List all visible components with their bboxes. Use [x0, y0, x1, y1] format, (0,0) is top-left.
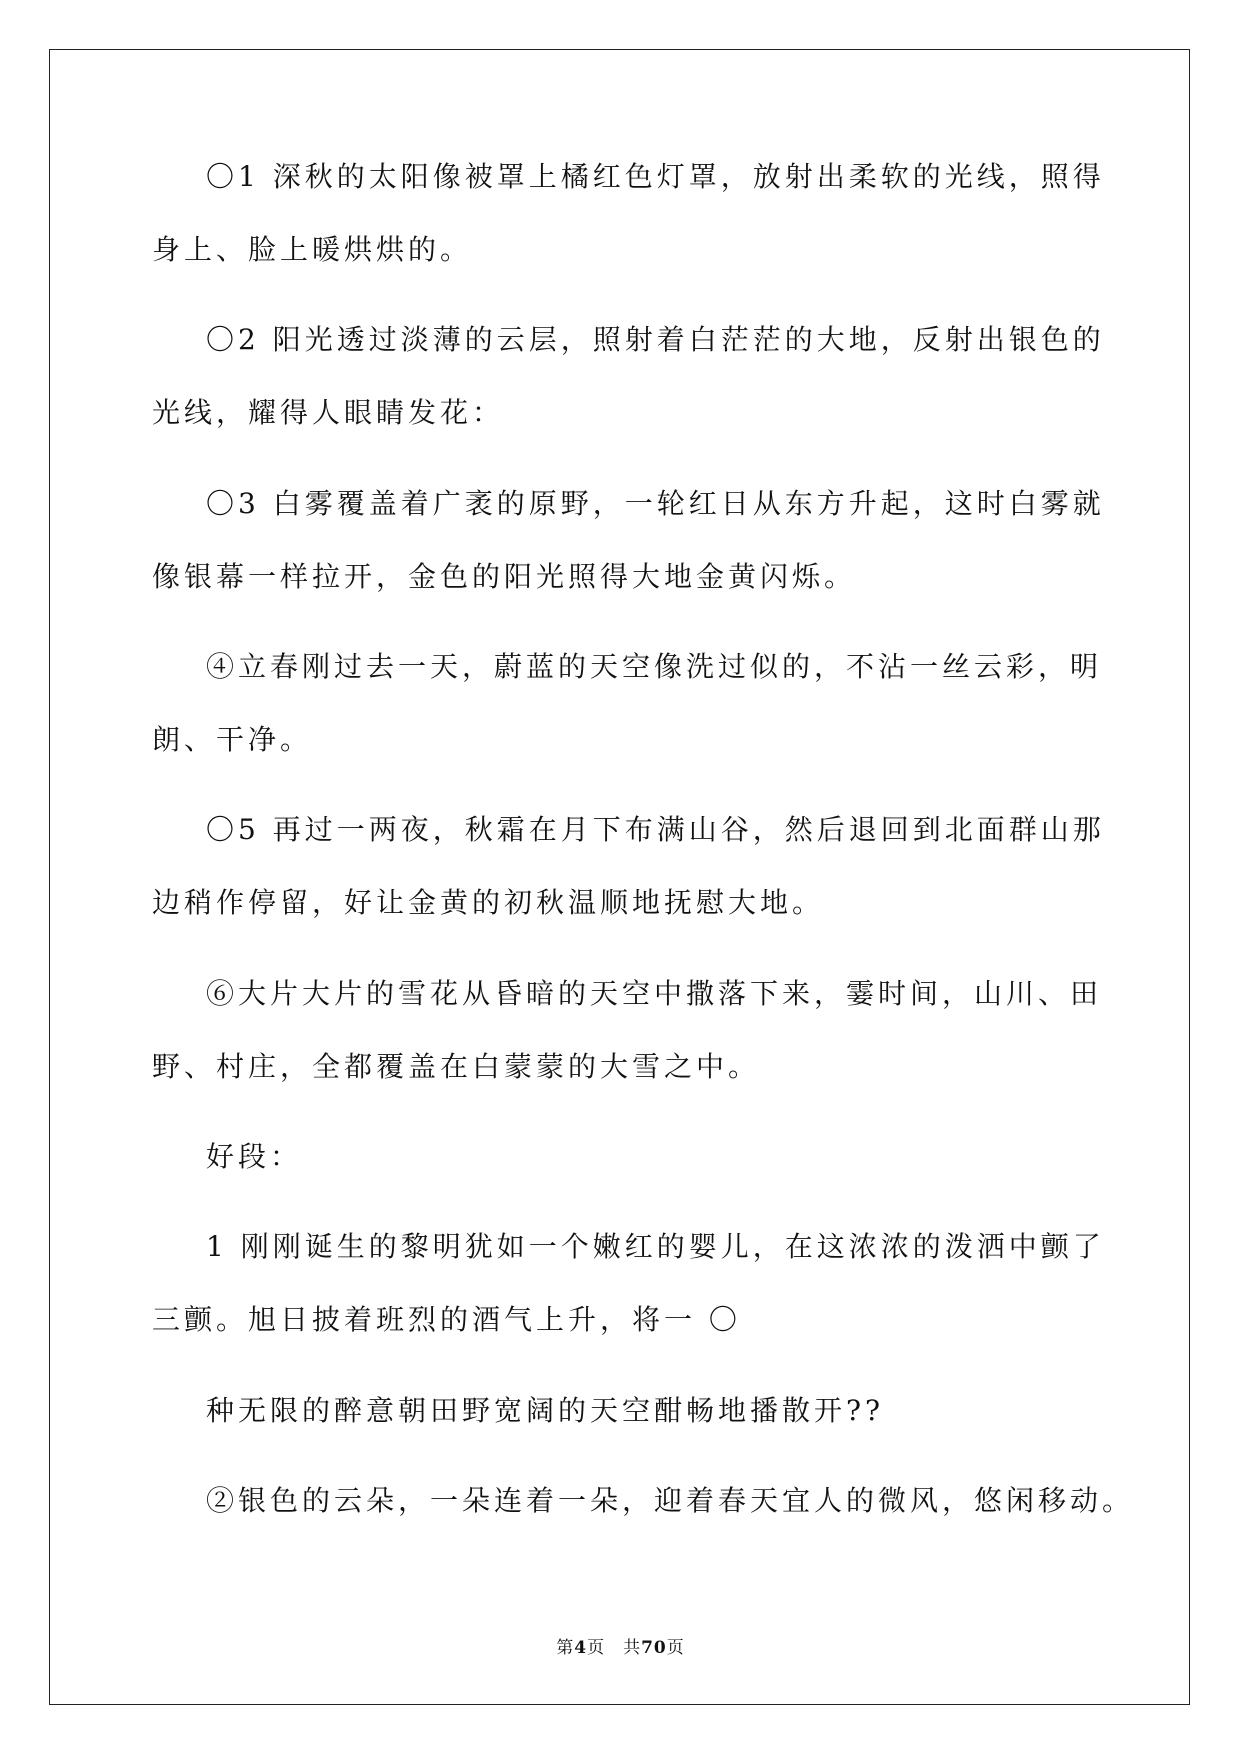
footer-page-suffix: 页	[587, 1638, 606, 1658]
paragraph-line-15: 种无限的醉意朝田野宽阔的天空酣畅地播散开??	[206, 1394, 885, 1427]
page-border	[49, 49, 1190, 1705]
paragraph-line-10: 边稍作停留，好让金黄的初秋温顺地抚慰大地。	[152, 886, 825, 919]
section-heading-good-paragraphs: 好段：	[206, 1140, 303, 1173]
footer-page-prefix: 第	[556, 1638, 575, 1658]
footer-total-suffix: 页	[666, 1638, 685, 1658]
paragraph-line-4: 光线，耀得人眼睛发花：	[152, 396, 505, 429]
paragraph-line-12: 野、村庄，全都覆盖在白蒙蒙的大雪之中。	[152, 1050, 761, 1083]
footer-page-number: 4	[574, 1638, 588, 1658]
paragraph-line-16: ②银色的云朵，一朵连着一朵，迎着春天宜人的微风，悠闲移动。	[206, 1484, 1135, 1517]
paragraph-line-6: 像银幕一样拉开，金色的阳光照得大地金黄闪烁。	[152, 560, 857, 593]
paragraph-line-8: 朗、干净。	[152, 723, 313, 756]
paragraph-line-14: 三颤。旭日披着班烈的酒气上升，将一 〇	[152, 1303, 741, 1336]
paragraph-line-7: ④立春刚过去一天，蔚蓝的天空像洗过似的，不沾一丝云彩，明	[206, 650, 1103, 683]
paragraph-line-9: 〇5 再过一两夜，秋霜在月下布满山谷，然后退回到北面群山那	[206, 813, 1105, 846]
paragraph-line-11: ⑥大片大片的雪花从昏暗的天空中撒落下来，霎时间，山川、田	[206, 977, 1103, 1010]
paragraph-line-3: 〇2 阳光透过淡薄的云层，照射着白茫茫的大地，反射出银色的	[206, 323, 1105, 356]
paragraph-line-1: 〇1 深秋的太阳像被罩上橘红色灯罩，放射出柔软的光线，照得	[206, 160, 1105, 193]
paragraph-line-13: 1 刚刚诞生的黎明犹如一个嫩红的婴儿，在这浓浓的泼洒中颤了	[206, 1230, 1105, 1263]
paragraph-line-2: 身上、脸上暖烘烘的。	[152, 233, 473, 266]
paragraph-line-5: 〇3 白雾覆盖着广袤的原野，一轮红日从东方升起，这时白雾就	[206, 487, 1105, 520]
footer-total-prefix: 共	[623, 1638, 642, 1658]
footer-total-pages: 70	[641, 1638, 667, 1658]
page-footer	[0, 1633, 1241, 1658]
